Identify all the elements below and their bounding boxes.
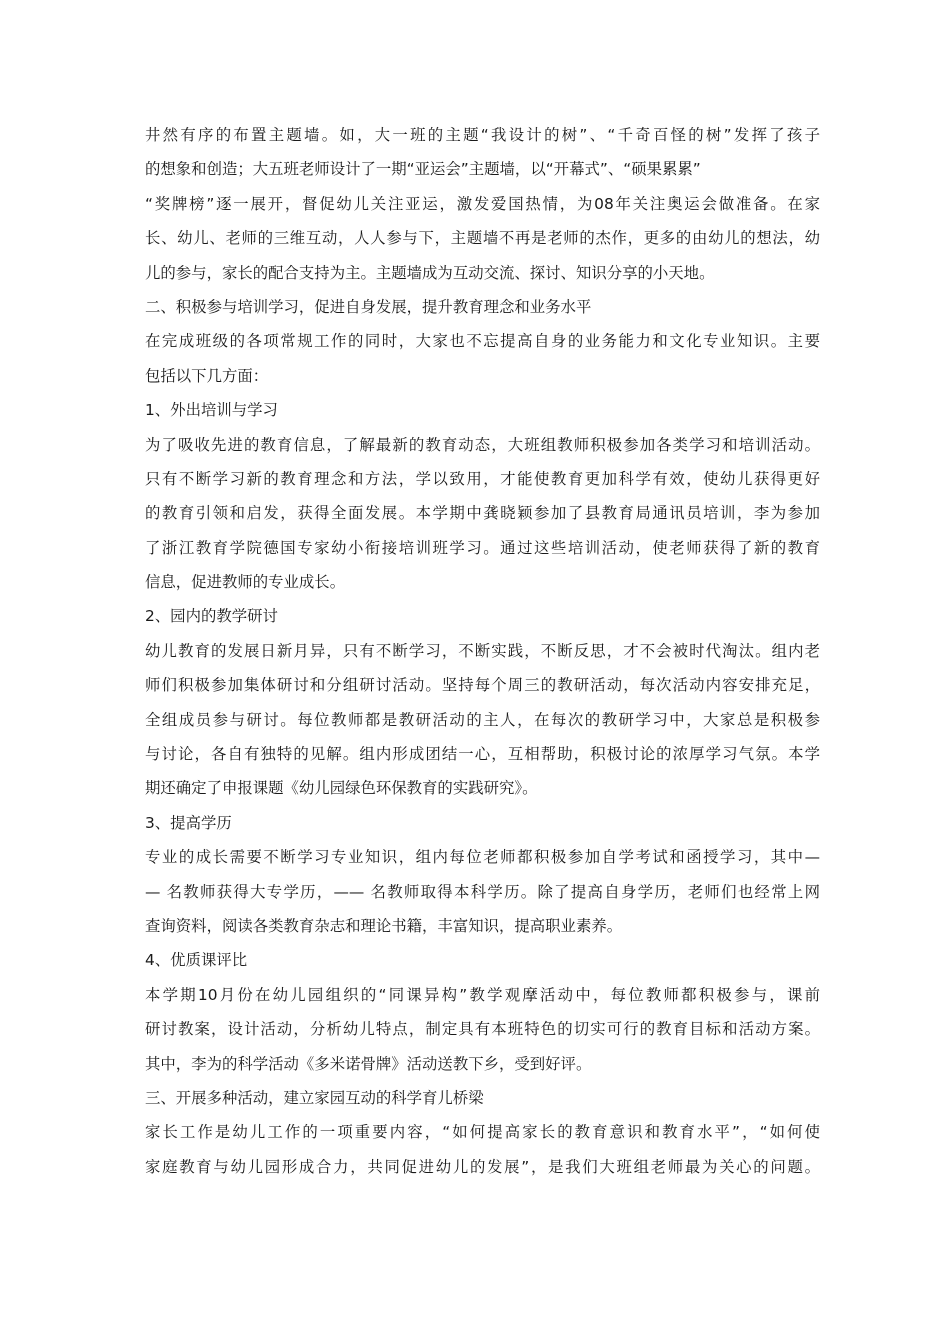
text-line: 二、积极参与培训学习，促进自身发展，提升教育理念和业务水平 (145, 297, 592, 316)
text-line: 家长工作是幼儿工作的一项重要内容，“如何提高家长的教育意识和教育水平”，“如何使 (145, 1123, 820, 1142)
text-line: 幼儿教育的发展日新月异，只有不断学习，不断实践，不断反思，才不会被时代淘汰。组内老 (145, 641, 820, 660)
text-line: 家庭教育与幼儿园形成合力，共同促进幼儿的发展”，是我们大班组老师最为关心的问题。 (145, 1157, 820, 1176)
text-line: 研讨教案，设计活动，分析幼儿特点，制定具有本班特色的切实可行的教育目标和活动方案。 (145, 1020, 820, 1039)
text-line: 井然有序的布置主题墙。如，大一班的主题“我设计的树”、“千奇百怪的树”发挥了孩子 (145, 126, 820, 144)
text-line: 与讨论，各自有独特的见解。组内形成团结一心，互相帮助，积极讨论的浓厚学习气氛。本学 (145, 745, 820, 764)
text-line: 的教育引领和启发，获得全面发展。本学期中龚晓颖参加了县教育局通讯员培训，李为参加 (145, 504, 820, 523)
text-line: 儿的参与，家长的配合支持为主。主题墙成为互动交流、探讨、知识分享的小天地。 (145, 263, 715, 282)
text-line: 信息，促进教师的专业成长。 (145, 573, 346, 592)
text-line: 师们积极参加集体研讨和分组研讨活动。坚持每个周三的教研活动，每次活动内容安排充足， (145, 676, 820, 695)
text-line: 查询资料，阅读各类教育杂志和理论书籍，丰富知识，提高职业素养。 (145, 916, 623, 935)
text-line: 4、优质课评比 (145, 951, 248, 970)
text-line: 期还确定了申报课题《幼儿园绿色环保教育的实践研究》。 (145, 779, 538, 798)
text-line: 本学期10月份在幼儿园组织的“同课异构”教学观摩活动中，每位教师都积极参与，课前 (145, 985, 821, 1004)
text-line: 包括以下几方面： (145, 366, 269, 385)
text-line: — 名教师获得大专学历，—— 名教师取得本科学历。除了提高自身学历，老师们也经常上网 (145, 882, 820, 901)
text-line: 全组成员参与研讨。每位教师都是教研活动的主人，在每次的教研学习中，大家总是积极参 (145, 710, 820, 729)
document-body (145, 118, 820, 1184)
text-line: 了浙江教育学院德国专家幼小衔接培训班学习。通过这些培训活动，使老师获得了新的教育 (145, 538, 820, 557)
text-line: 在完成班级的各项常规工作的同时，大家也不忘提高自身的业务能力和文化专业知识。主要 (145, 332, 820, 351)
text-line: 2、园内的教学研讨 (145, 607, 278, 626)
text-line: 的想象和创造；大五班老师设计了一期“亚运会”主题墙，以“开幕式”、“硕果累累” (145, 160, 701, 179)
text-line: 3、提高学历 (145, 813, 232, 832)
text-line: 为了吸收先进的教育信息，了解最新的教育动态，大班组教师积极参加各类学习和培训活动。 (145, 435, 820, 454)
text-line: 专业的成长需要不断学习专业知识，组内每位老师都积极参加自学考试和函授学习，其中— (145, 848, 820, 867)
text-line: “奖牌榜”逐一展开，督促幼儿关注亚运，激发爱国热情，为08年关注奥运会做准备。在家 (145, 194, 820, 213)
text-line: 三、开展多种活动，建立家园互动的科学育儿桥梁 (145, 1088, 484, 1107)
text-line: 其中，李为的科学活动《多米诺骨牌》活动送教下乡，受到好评。 (145, 1054, 592, 1073)
text-line: 只有不断学习新的教育理念和方法，学以致用，才能使教育更加科学有效，使幼儿获得更好 (145, 469, 820, 488)
text-line: 长、幼儿、老师的三维互动，人人参与下，主题墙不再是老师的杰作，更多的由幼儿的想法，幼 (145, 229, 820, 248)
text-line: 1、外出培训与学习 (145, 401, 278, 420)
